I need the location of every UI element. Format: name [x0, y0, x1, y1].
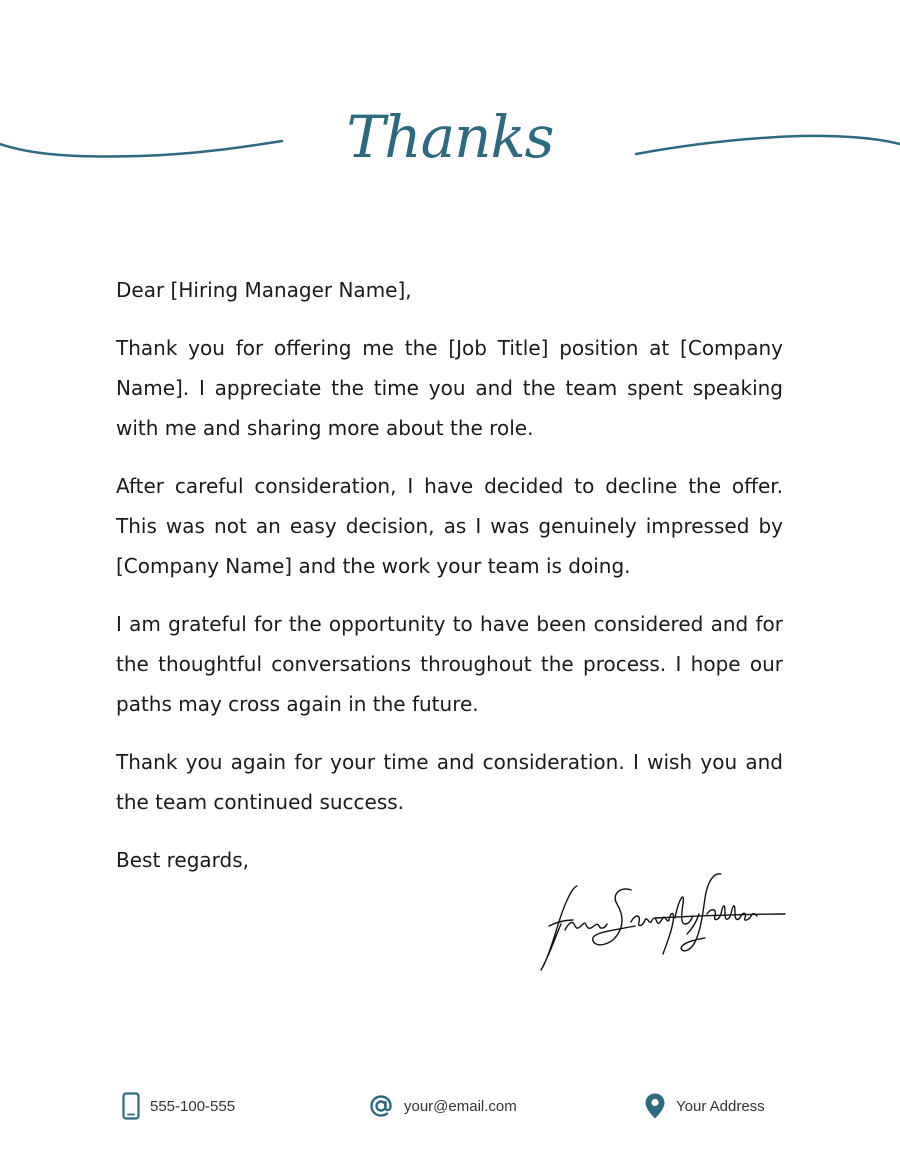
phone-number: 555-100-555 [150, 1097, 236, 1115]
signature-image [535, 868, 790, 978]
paragraph-1: Thank you for offering me the [Job Title] position at [Company Name]. I appreciate the time you and the team spent speaking with me and sharing more about the role. [116, 336, 783, 440]
contact-email [368, 1088, 517, 1124]
contact-footer [0, 1088, 900, 1124]
page-title: Thanks [346, 103, 554, 171]
handwritten-signature [535, 868, 790, 978]
paragraph-3: I am grateful for the opportunity to have been considered and for the thoughtful conversations throughout the process. I hope our paths may cross again in the future. [116, 612, 783, 716]
contact-phone [122, 1088, 235, 1124]
paragraph-2: After careful consideration, I have decided to decline the offer. This was not an easy decision, as I was genuinely impressed by [Company Name] and the work your team is doing. [116, 474, 783, 578]
contact-address [644, 1088, 765, 1124]
postal-address: Your Address [676, 1097, 765, 1115]
salutation: Dear [Hiring Manager Name], [116, 278, 412, 302]
closing: Best regards, [116, 848, 250, 872]
smartphone-icon [122, 1092, 140, 1120]
letter-body [116, 270, 783, 880]
location-pin-icon [644, 1092, 666, 1120]
letter-header [0, 100, 900, 190]
paragraph-4: Thank you again for your time and consideration. I wish you and the team continued success. [116, 750, 783, 814]
email-address: your@email.com [404, 1097, 517, 1115]
at-sign-icon [368, 1093, 394, 1119]
